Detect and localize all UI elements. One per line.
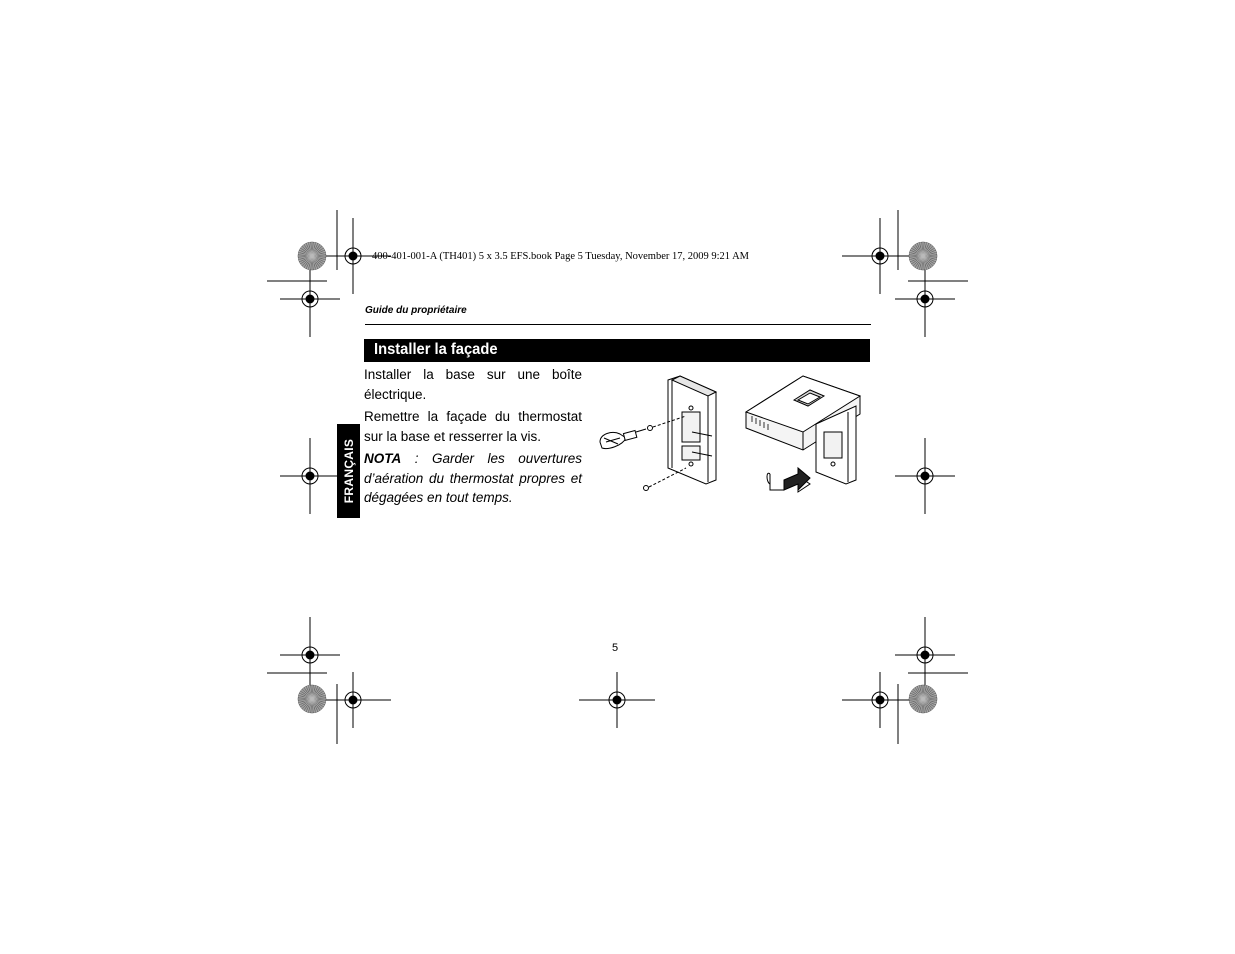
installation-illustration: [598, 372, 873, 500]
note-paragraph: [364, 449, 582, 508]
base-plate-drawing: [668, 376, 716, 484]
guide-title: Guide du propriétaire: [365, 305, 467, 316]
note-text: : Garder les ouvertures d’aération du thermostat propres et dégagées en tout temps.: [364, 451, 582, 505]
language-tab: [337, 424, 360, 518]
section-header: [364, 339, 870, 362]
page-number: 5: [612, 642, 619, 654]
instructions: [364, 365, 582, 511]
language-tab-label: FRANÇAIS: [341, 438, 356, 504]
section-title: Installer la façade: [374, 341, 498, 358]
book-info-line: 400-401-001-A (TH401) 5 x 3.5 EFS.book Page 5 Tuesday, November 17, 2009 9:21 AM: [372, 251, 750, 262]
header-rule: [365, 324, 871, 325]
instruction-2: Remettre la façade du thermostat sur la base et resserrer la vis.: [364, 409, 582, 444]
faceplate-drawing: [746, 376, 860, 484]
arrow-drawing: [767, 468, 810, 492]
note-label: NOTA: [364, 451, 402, 466]
screwdriver-drawing: [600, 426, 653, 449]
instruction-1: Installer la base sur une boîte électrique.: [364, 367, 582, 402]
